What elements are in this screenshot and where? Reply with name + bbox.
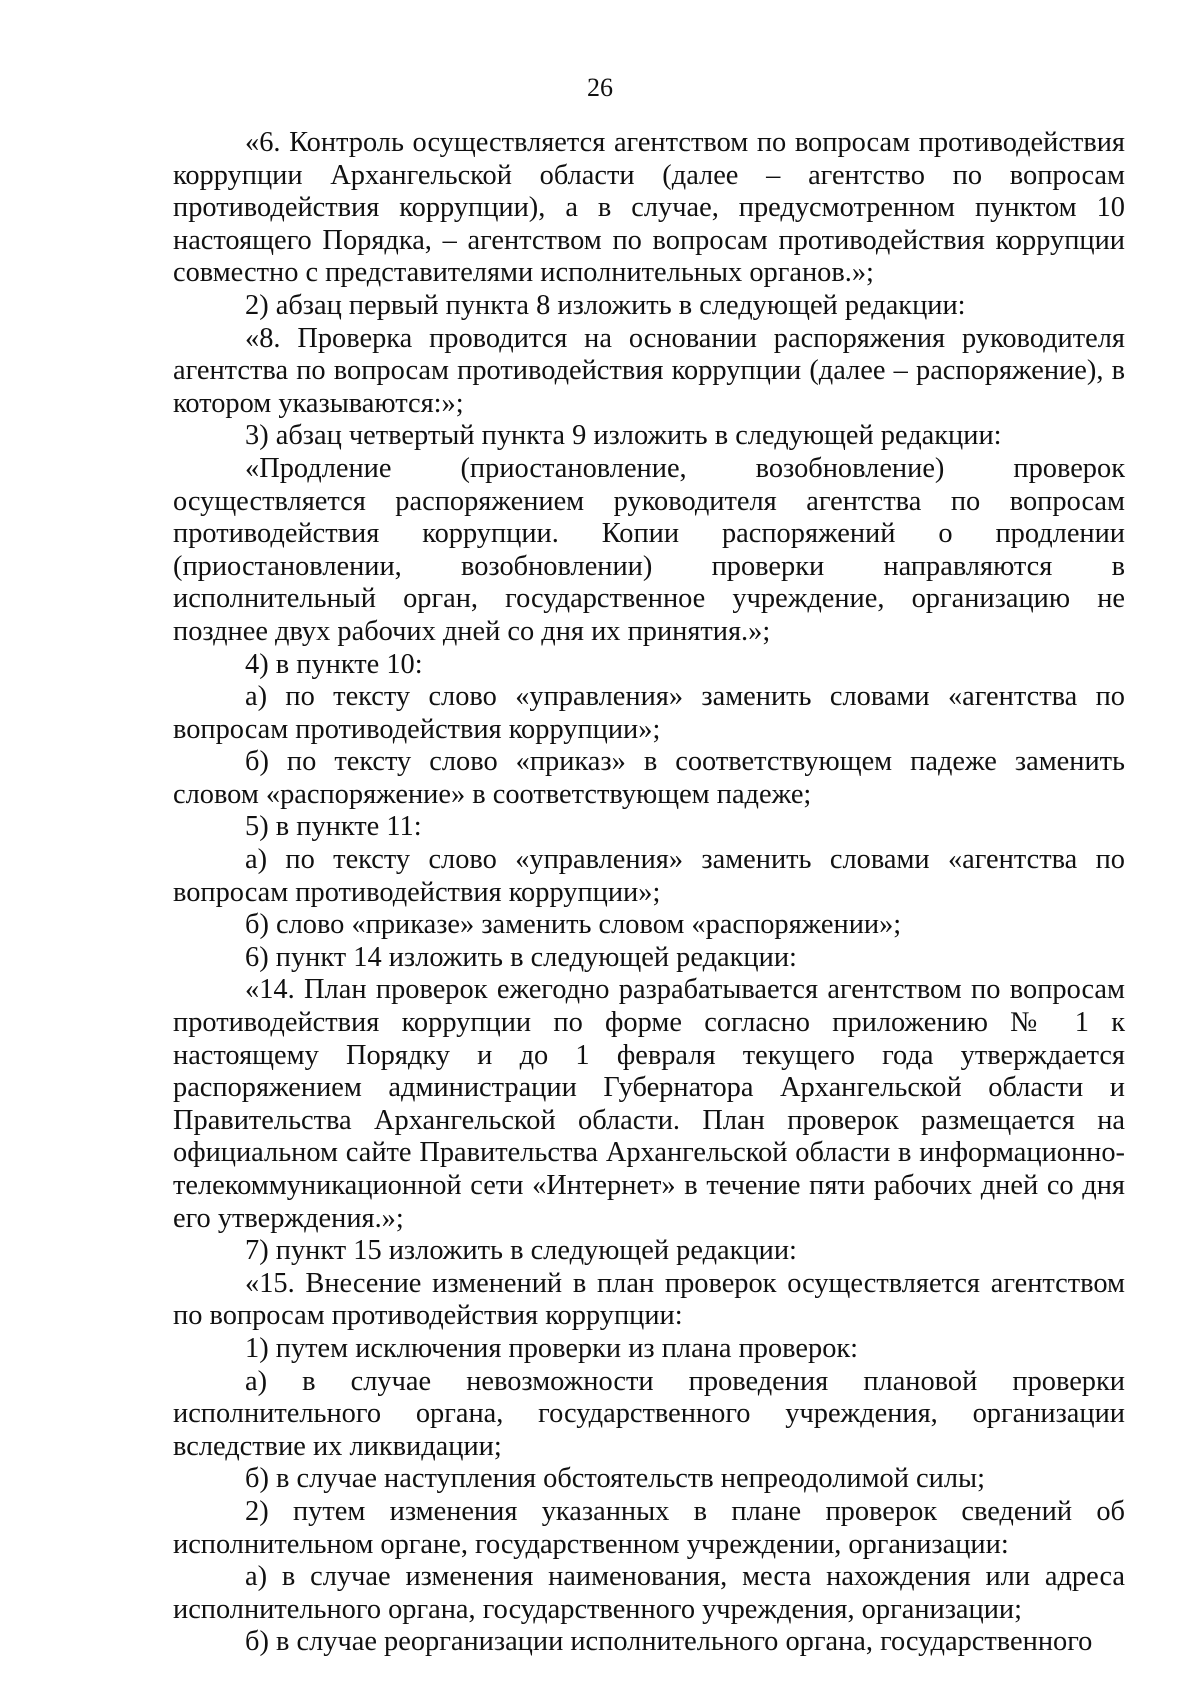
paragraph: а) по тексту слово «управления» заменить словами «агентства по вопросам противодействия коррупции»; bbox=[173, 681, 1125, 745]
paragraph: а) по тексту слово «управления» заменить словами «агентства по вопросам противодействия коррупции»; bbox=[173, 844, 1125, 908]
paragraph: 3) абзац четвертый пункта 9 изложить в следующей редакции: bbox=[245, 420, 1002, 452]
paragraph: «6. Контроль осуществляется агентством по вопросам противодействия коррупции Архангельской области (далее – агентство по вопросам противодействия коррупции), а в случае, предусмотренном пунктом 10 настоящего Порядка, – агентством по вопросам противодействия коррупции совместно с представителями исполнительных органов.»; bbox=[173, 127, 1125, 289]
paragraph: «15. Внесение изменений в план проверок осуществляется агентством по вопросам противодействия коррупции: bbox=[173, 1267, 1125, 1332]
paragraph: б) по тексту слово «приказ» в соответствующем падеже заменить словом «распоряжение» в соответствующем падеже; bbox=[173, 746, 1125, 810]
page-number: 26 bbox=[587, 73, 613, 102]
paragraph: 6) пункт 14 изложить в следующей редакции: bbox=[245, 941, 797, 973]
paragraph: а) в случае невозможности проведения плановой проверки исполнительного органа, государственного учреждения, организации вследствие их ликвидации; bbox=[173, 1365, 1125, 1462]
paragraph: 2) путем изменения указанных в плане проверок сведений об исполнительном органе, государственном учреждении, организации: bbox=[173, 1495, 1125, 1560]
paragraph: 1) путем исключения проверки из плана проверок: bbox=[245, 1332, 859, 1364]
paragraph: б) в случае наступления обстоятельств непреодолимой силы; bbox=[245, 1463, 985, 1495]
paragraph: 5) в пункте 11: bbox=[245, 811, 422, 843]
paragraph: 4) в пункте 10: bbox=[245, 648, 423, 680]
paragraph: б) слово «приказе» заменить словом «распоряжении»; bbox=[245, 909, 902, 941]
paragraph: «14. План проверок ежегодно разрабатывается агентством по вопросам противодействия коррупции по форме согласно приложению № 1 к настоящему Порядку и до 1 февраля текущего года утверждается распоряжением администрации Губернатора Архангельской области и Правительства Архангельской области. План проверок размещается на официальном сайте Правительства Архангельской области в информационно-телекоммуникационной сети «Интернет» в течение пяти рабочих дней со дня его утверждения.»; bbox=[173, 974, 1125, 1234]
paragraph: 2) абзац первый пункта 8 изложить в следующей редакции: bbox=[245, 289, 966, 321]
paragraph: «Продление (приостановление, возобновление) проверок осуществляется распоряжением руководителя агентства по вопросам противодействия коррупции. Копии распоряжений о продлении (приостановлении, возобновлении) проверки направляются в исполнительный орган, государственное учреждение, организацию не позднее двух рабочих дней со дня их принятия.»; bbox=[173, 452, 1125, 647]
paragraph: а) в случае изменения наименования, места нахождения или адреса исполнительного органа, государственного учреждения, организации; bbox=[173, 1561, 1125, 1625]
paragraph: б) в случае реорганизации исполнительного органа, государственного bbox=[245, 1626, 1093, 1658]
paragraph: «8. Проверка проводится на основании распоряжения руководителя агентства по вопросам противодействия коррупции (далее – распоряжение), в котором указываются:»; bbox=[173, 322, 1125, 419]
document-body bbox=[173, 127, 1125, 1659]
paragraph: 7) пункт 15 изложить в следующей редакции: bbox=[245, 1235, 797, 1267]
